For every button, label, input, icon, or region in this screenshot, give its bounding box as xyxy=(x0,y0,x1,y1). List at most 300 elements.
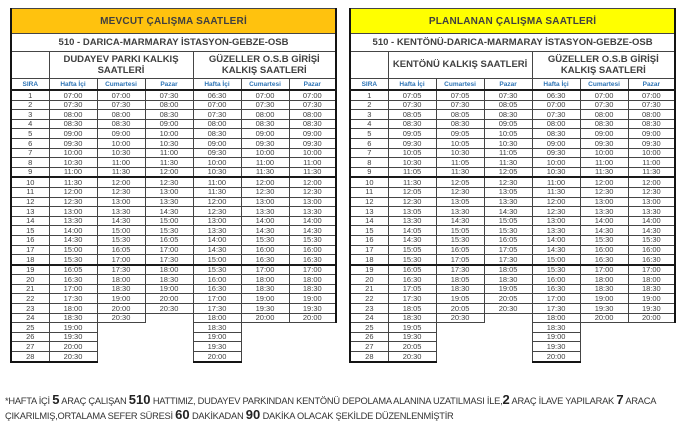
empty-cell xyxy=(580,323,628,333)
time-cell: 09:05 xyxy=(484,119,532,129)
footnote-text: *HAFTA İÇİ xyxy=(5,395,53,406)
time-cell: 11:00 xyxy=(241,158,289,168)
time-cell: 18:00 xyxy=(532,313,580,323)
time-cell: 19:30 xyxy=(388,332,436,342)
time-cell: 12:05 xyxy=(484,167,532,177)
time-cell: 19:00 xyxy=(145,284,193,294)
time-cell: 19:00 xyxy=(193,332,241,342)
time-cell: 18:30 xyxy=(97,284,145,294)
time-cell: 08:05 xyxy=(436,110,484,120)
time-cell: 18:00 xyxy=(193,313,241,323)
time-cell: 16:30 xyxy=(193,284,241,294)
footnote-text: HATTIMIZ, DUDAYEV PARKINDAN KENTÖNÜ DEPOLAMA ALANINA UZATILMASI İLE, xyxy=(150,395,503,406)
time-cell: 13:00 xyxy=(580,197,628,207)
time-cell: 13:05 xyxy=(388,207,436,217)
col-header-weekday: Hafta İçi xyxy=(49,79,97,91)
time-cell: 11:30 xyxy=(97,167,145,177)
footnote-text: DAKİKA OLACAK ŞEKİLDE DÜZENLENMİŞTİR xyxy=(260,410,454,421)
schedule-row xyxy=(350,207,675,217)
schedule-row xyxy=(350,90,675,100)
time-cell: 14:00 xyxy=(241,216,289,226)
time-cell: 13:30 xyxy=(532,226,580,236)
time-cell: 15:30 xyxy=(388,255,436,265)
empty-cell xyxy=(628,352,675,362)
schedule-row xyxy=(11,342,336,352)
empty-cell xyxy=(97,323,145,333)
time-cell: 11:05 xyxy=(484,148,532,158)
time-cell: 10:30 xyxy=(388,158,436,168)
schedule-row xyxy=(350,255,675,265)
time-cell: 19:30 xyxy=(193,342,241,352)
time-cell: 08:00 xyxy=(49,110,97,120)
time-cell: 13:00 xyxy=(532,216,580,226)
time-cell: 09:00 xyxy=(97,129,145,139)
time-cell: 16:05 xyxy=(49,265,97,275)
time-cell: 07:30 xyxy=(145,90,193,100)
schedule-row xyxy=(11,100,336,110)
empty-cell xyxy=(97,342,145,352)
time-cell: 08:30 xyxy=(193,129,241,139)
time-cell: 10:00 xyxy=(580,148,628,158)
time-cell: 20:00 xyxy=(289,313,336,323)
time-cell: 13:00 xyxy=(628,197,675,207)
time-cell: 13:30 xyxy=(241,207,289,217)
row-number-cell: 10 xyxy=(11,177,49,187)
schedule-row xyxy=(11,235,336,245)
schedule-row xyxy=(350,100,675,110)
schedule-row xyxy=(350,119,675,129)
empty-cell xyxy=(484,323,532,333)
schedule-row xyxy=(350,284,675,294)
time-cell: 18:30 xyxy=(193,323,241,333)
time-cell: 14:00 xyxy=(289,216,336,226)
time-cell: 14:00 xyxy=(532,235,580,245)
time-cell: 11:00 xyxy=(193,177,241,187)
time-cell: 09:30 xyxy=(628,138,675,148)
time-cell: 12:00 xyxy=(580,177,628,187)
row-number-cell: 12 xyxy=(350,197,388,207)
col-header-sira: SIRA xyxy=(350,79,388,91)
schedule-row xyxy=(11,187,336,197)
footnote-number: 5 xyxy=(52,391,60,407)
schedule-row xyxy=(11,255,336,265)
row-number-cell: 9 xyxy=(11,167,49,177)
row-number-cell: 26 xyxy=(350,332,388,342)
time-cell: 17:00 xyxy=(241,265,289,275)
route-name: 510 - KENTÖNÜ-DARICA-MARMARAY İSTASYON-GEBZE-OSB xyxy=(350,34,675,52)
time-cell: 15:30 xyxy=(532,265,580,275)
schedule-row xyxy=(350,129,675,139)
time-cell: 09:05 xyxy=(388,129,436,139)
time-cell: 11:30 xyxy=(580,167,628,177)
time-cell: 07:00 xyxy=(580,90,628,100)
time-cell: 10:30 xyxy=(193,167,241,177)
time-cell: 09:30 xyxy=(49,138,97,148)
time-cell: 11:30 xyxy=(436,167,484,177)
schedule-row xyxy=(11,148,336,158)
time-cell: 16:00 xyxy=(580,245,628,255)
time-cell: 12:05 xyxy=(388,187,436,197)
row-number-cell: 16 xyxy=(350,235,388,245)
row-number-cell: 14 xyxy=(350,216,388,226)
time-cell: 19:30 xyxy=(532,342,580,352)
time-cell: 07:30 xyxy=(49,100,97,110)
row-number-cell: 25 xyxy=(11,323,49,333)
empty-cell xyxy=(145,352,193,362)
schedule-row xyxy=(11,167,336,177)
footnote-number: 7 xyxy=(616,391,624,407)
time-cell: 14:05 xyxy=(388,226,436,236)
empty-cell xyxy=(97,332,145,342)
row-number-cell: 26 xyxy=(11,332,49,342)
schedule-row xyxy=(350,216,675,226)
time-cell: 08:05 xyxy=(484,100,532,110)
footnote-line xyxy=(5,408,672,423)
time-cell: 10:30 xyxy=(484,138,532,148)
time-cell: 12:00 xyxy=(532,197,580,207)
time-cell: 12:30 xyxy=(484,177,532,187)
footnote-line xyxy=(5,393,672,408)
schedule-row xyxy=(350,158,675,168)
time-cell: 12:30 xyxy=(49,197,97,207)
schedule-row xyxy=(11,158,336,168)
time-cell: 14:00 xyxy=(580,216,628,226)
footnote-text: ÇIKARILMIŞ,ORTALAMA SEFER SÜRESİ xyxy=(5,410,176,421)
current-schedule-table xyxy=(10,8,337,363)
time-cell: 11:00 xyxy=(49,167,97,177)
time-cell: 12:30 xyxy=(628,187,675,197)
time-cell: 15:30 xyxy=(580,235,628,245)
time-cell: 16:00 xyxy=(241,245,289,255)
schedule-row xyxy=(11,284,336,294)
empty-cell xyxy=(580,332,628,342)
row-number-cell: 14 xyxy=(11,216,49,226)
schedule-row xyxy=(11,352,336,362)
time-cell: 11:00 xyxy=(628,158,675,168)
time-cell: 09:05 xyxy=(436,129,484,139)
time-cell: 17:30 xyxy=(388,294,436,304)
time-cell: 09:30 xyxy=(241,138,289,148)
time-cell: 16:00 xyxy=(289,245,336,255)
row-number-cell: 22 xyxy=(350,294,388,304)
time-cell: 11:30 xyxy=(241,167,289,177)
schedule-row xyxy=(11,177,336,187)
time-cell: 18:00 xyxy=(97,275,145,285)
col-header-sunday: Pazar xyxy=(289,79,336,91)
time-cell: 09:30 xyxy=(388,138,436,148)
time-cell: 13:30 xyxy=(49,216,97,226)
planned-schedule-table xyxy=(349,8,676,363)
schedule-row xyxy=(350,313,675,323)
time-cell: 13:00 xyxy=(49,207,97,217)
time-cell: 16:30 xyxy=(388,275,436,285)
time-cell: 18:30 xyxy=(436,284,484,294)
row-number-cell: 2 xyxy=(11,100,49,110)
time-cell: 19:00 xyxy=(580,294,628,304)
col-header-saturday: Cumartesi xyxy=(241,79,289,91)
time-cell: 09:00 xyxy=(193,138,241,148)
group-header-spacer xyxy=(11,52,49,79)
time-cell: 08:30 xyxy=(289,119,336,129)
time-cell: 12:30 xyxy=(436,187,484,197)
col-header-sira: SIRA xyxy=(11,79,49,91)
time-cell: 19:30 xyxy=(289,304,336,314)
time-cell: 07:05 xyxy=(388,90,436,100)
time-cell: 12:30 xyxy=(532,207,580,217)
time-cell: 17:30 xyxy=(532,304,580,314)
time-cell: 09:00 xyxy=(49,129,97,139)
time-cell: 17:30 xyxy=(484,255,532,265)
time-cell: 15:30 xyxy=(436,235,484,245)
time-cell: 13:00 xyxy=(145,187,193,197)
time-cell: 07:30 xyxy=(484,90,532,100)
time-cell: 20:05 xyxy=(388,342,436,352)
time-cell: 09:30 xyxy=(289,138,336,148)
time-cell: 13:00 xyxy=(193,216,241,226)
time-cell: 20:30 xyxy=(484,304,532,314)
row-number-cell: 16 xyxy=(11,235,49,245)
time-cell: 15:30 xyxy=(97,235,145,245)
schedule-row xyxy=(350,138,675,148)
empty-cell xyxy=(436,352,484,362)
footnote-number: 510 xyxy=(128,391,151,407)
time-cell: 16:00 xyxy=(532,275,580,285)
schedule-row xyxy=(350,332,675,342)
empty-cell xyxy=(436,342,484,352)
time-cell: 18:30 xyxy=(241,284,289,294)
time-cell: 08:00 xyxy=(145,100,193,110)
time-cell: 10:00 xyxy=(628,148,675,158)
row-number-cell: 27 xyxy=(11,342,49,352)
schedule-row xyxy=(11,265,336,275)
row-number-cell: 1 xyxy=(11,90,49,100)
empty-cell xyxy=(436,323,484,333)
time-cell: 10:00 xyxy=(193,158,241,168)
col-header-weekday: Hafta İçi xyxy=(193,79,241,91)
schedule-row xyxy=(11,110,336,120)
footnote-text: ARAÇ ÇALIŞAN xyxy=(59,395,129,406)
row-number-cell: 11 xyxy=(11,187,49,197)
time-cell: 12:00 xyxy=(289,177,336,187)
time-cell: 12:30 xyxy=(388,197,436,207)
time-cell: 20:05 xyxy=(436,304,484,314)
time-cell: 11:30 xyxy=(484,158,532,168)
time-cell: 19:30 xyxy=(241,304,289,314)
time-cell: 16:05 xyxy=(97,245,145,255)
time-cell: 10:00 xyxy=(289,148,336,158)
time-cell: 13:30 xyxy=(97,207,145,217)
group-header-departure-2: GÜZELLER O.S.B GİRİŞİ KALKIŞ SAATLERİ xyxy=(193,52,336,79)
row-number-cell: 19 xyxy=(11,265,49,275)
row-number-cell: 12 xyxy=(11,197,49,207)
row-number-cell: 2 xyxy=(350,100,388,110)
time-cell: 07:00 xyxy=(289,90,336,100)
time-cell: 06:30 xyxy=(532,90,580,100)
time-cell: 10:30 xyxy=(532,167,580,177)
time-cell: 08:30 xyxy=(97,119,145,129)
time-cell: 20:00 xyxy=(49,342,97,352)
time-cell: 18:00 xyxy=(628,275,675,285)
time-cell: 10:30 xyxy=(145,138,193,148)
time-cell: 14:30 xyxy=(145,207,193,217)
col-header-sunday: Pazar xyxy=(628,79,675,91)
time-cell: 16:30 xyxy=(241,255,289,265)
time-cell: 12:05 xyxy=(436,177,484,187)
group-header-spacer xyxy=(350,52,388,79)
time-cell: 11:30 xyxy=(289,167,336,177)
schedule-row xyxy=(350,304,675,314)
time-cell: 17:05 xyxy=(388,284,436,294)
empty-cell xyxy=(628,323,675,333)
time-cell: 14:30 xyxy=(241,226,289,236)
row-number-cell: 7 xyxy=(11,148,49,158)
time-cell: 15:00 xyxy=(145,216,193,226)
time-cell: 17:00 xyxy=(193,294,241,304)
col-header-weekday: Hafta İçi xyxy=(388,79,436,91)
empty-cell xyxy=(241,342,289,352)
time-cell: 20:30 xyxy=(388,352,436,362)
time-cell: 08:00 xyxy=(193,119,241,129)
time-cell: 14:00 xyxy=(193,235,241,245)
time-cell: 07:00 xyxy=(49,90,97,100)
schedule-row xyxy=(350,148,675,158)
row-number-cell: 18 xyxy=(11,255,49,265)
row-number-cell: 17 xyxy=(350,245,388,255)
time-cell: 11:00 xyxy=(532,177,580,187)
time-cell: 07:30 xyxy=(289,100,336,110)
time-cell: 10:05 xyxy=(436,138,484,148)
time-cell: 18:30 xyxy=(289,284,336,294)
time-cell: 20:00 xyxy=(97,304,145,314)
row-number-cell: 5 xyxy=(350,129,388,139)
time-cell: 08:30 xyxy=(580,119,628,129)
time-cell: 17:05 xyxy=(436,255,484,265)
time-cell: 08:30 xyxy=(388,119,436,129)
time-cell: 12:30 xyxy=(289,187,336,197)
time-cell: 20:00 xyxy=(241,313,289,323)
schedule-row xyxy=(350,245,675,255)
time-cell: 15:30 xyxy=(484,226,532,236)
schedule-row xyxy=(11,197,336,207)
empty-cell xyxy=(289,342,336,352)
col-header-weekday: Hafta İçi xyxy=(532,79,580,91)
time-cell: 14:30 xyxy=(532,245,580,255)
row-number-cell: 21 xyxy=(11,284,49,294)
time-cell: 13:00 xyxy=(241,197,289,207)
time-cell: 19:00 xyxy=(628,294,675,304)
time-cell: 09:30 xyxy=(532,148,580,158)
time-cell: 18:00 xyxy=(580,275,628,285)
time-cell: 08:00 xyxy=(289,110,336,120)
time-cell: 17:00 xyxy=(145,245,193,255)
time-cell: 11:30 xyxy=(628,167,675,177)
time-cell: 17:00 xyxy=(580,265,628,275)
row-number-cell: 8 xyxy=(11,158,49,168)
time-cell: 16:30 xyxy=(628,255,675,265)
schedule-row xyxy=(350,323,675,333)
time-cell: 11:00 xyxy=(580,158,628,168)
empty-cell xyxy=(484,342,532,352)
empty-cell xyxy=(289,332,336,342)
time-cell: 09:00 xyxy=(289,129,336,139)
time-cell: 11:30 xyxy=(145,158,193,168)
footnote-number: 90 xyxy=(245,406,261,422)
time-cell: 13:30 xyxy=(484,197,532,207)
time-cell: 09:00 xyxy=(580,129,628,139)
time-cell: 08:30 xyxy=(436,119,484,129)
time-cell: 10:05 xyxy=(388,148,436,158)
schedule-row xyxy=(11,207,336,217)
schedule-row xyxy=(350,167,675,177)
empty-cell xyxy=(241,332,289,342)
time-cell: 14:30 xyxy=(436,216,484,226)
time-cell: 18:05 xyxy=(484,265,532,275)
row-number-cell: 23 xyxy=(11,304,49,314)
time-cell: 20:00 xyxy=(628,313,675,323)
time-cell: 12:00 xyxy=(241,177,289,187)
time-cell: 17:00 xyxy=(532,294,580,304)
time-cell: 06:30 xyxy=(193,90,241,100)
row-number-cell: 5 xyxy=(11,129,49,139)
table-title-current: MEVCUT ÇALIŞMA SAATLERİ xyxy=(11,9,336,34)
time-cell: 18:30 xyxy=(145,275,193,285)
col-header-sunday: Pazar xyxy=(145,79,193,91)
row-number-cell: 24 xyxy=(11,313,49,323)
time-cell: 18:30 xyxy=(532,323,580,333)
schedule-row xyxy=(350,235,675,245)
time-cell: 08:05 xyxy=(388,110,436,120)
time-cell: 17:30 xyxy=(49,294,97,304)
time-cell: 15:30 xyxy=(628,235,675,245)
time-cell: 19:00 xyxy=(289,294,336,304)
time-cell: 16:30 xyxy=(49,275,97,285)
time-cell: 18:30 xyxy=(49,313,97,323)
group-header-departure-2: GÜZELLER O.S.B GİRİŞİ KALKIŞ SAATLERİ xyxy=(532,52,675,79)
time-cell: 08:30 xyxy=(241,119,289,129)
time-cell: 10:00 xyxy=(145,129,193,139)
time-cell: 13:30 xyxy=(436,207,484,217)
time-cell: 12:30 xyxy=(580,187,628,197)
time-cell: 18:05 xyxy=(388,304,436,314)
footnote-number: 60 xyxy=(175,406,190,422)
time-cell: 19:00 xyxy=(532,332,580,342)
row-number-cell: 6 xyxy=(11,138,49,148)
schedule-row xyxy=(11,275,336,285)
time-cell: 16:05 xyxy=(484,235,532,245)
schedule-row xyxy=(350,197,675,207)
schedule-row xyxy=(350,342,675,352)
row-number-cell: 7 xyxy=(350,148,388,158)
schedule-row xyxy=(11,313,336,323)
time-cell: 11:30 xyxy=(532,187,580,197)
time-cell: 09:00 xyxy=(532,138,580,148)
schedule-row xyxy=(11,332,336,342)
time-cell: 15:00 xyxy=(532,255,580,265)
time-cell: 08:30 xyxy=(49,119,97,129)
time-cell: 10:00 xyxy=(241,148,289,158)
time-cell: 11:30 xyxy=(49,177,97,187)
time-cell: 16:05 xyxy=(388,265,436,275)
time-cell: 10:30 xyxy=(49,158,97,168)
time-cell: 07:05 xyxy=(436,90,484,100)
time-cell: 20:30 xyxy=(436,313,484,323)
time-cell: 19:00 xyxy=(241,294,289,304)
empty-cell xyxy=(289,352,336,362)
time-cell: 07:00 xyxy=(532,100,580,110)
time-cell: 13:00 xyxy=(289,197,336,207)
time-cell: 18:00 xyxy=(49,304,97,314)
row-number-cell: 17 xyxy=(11,245,49,255)
